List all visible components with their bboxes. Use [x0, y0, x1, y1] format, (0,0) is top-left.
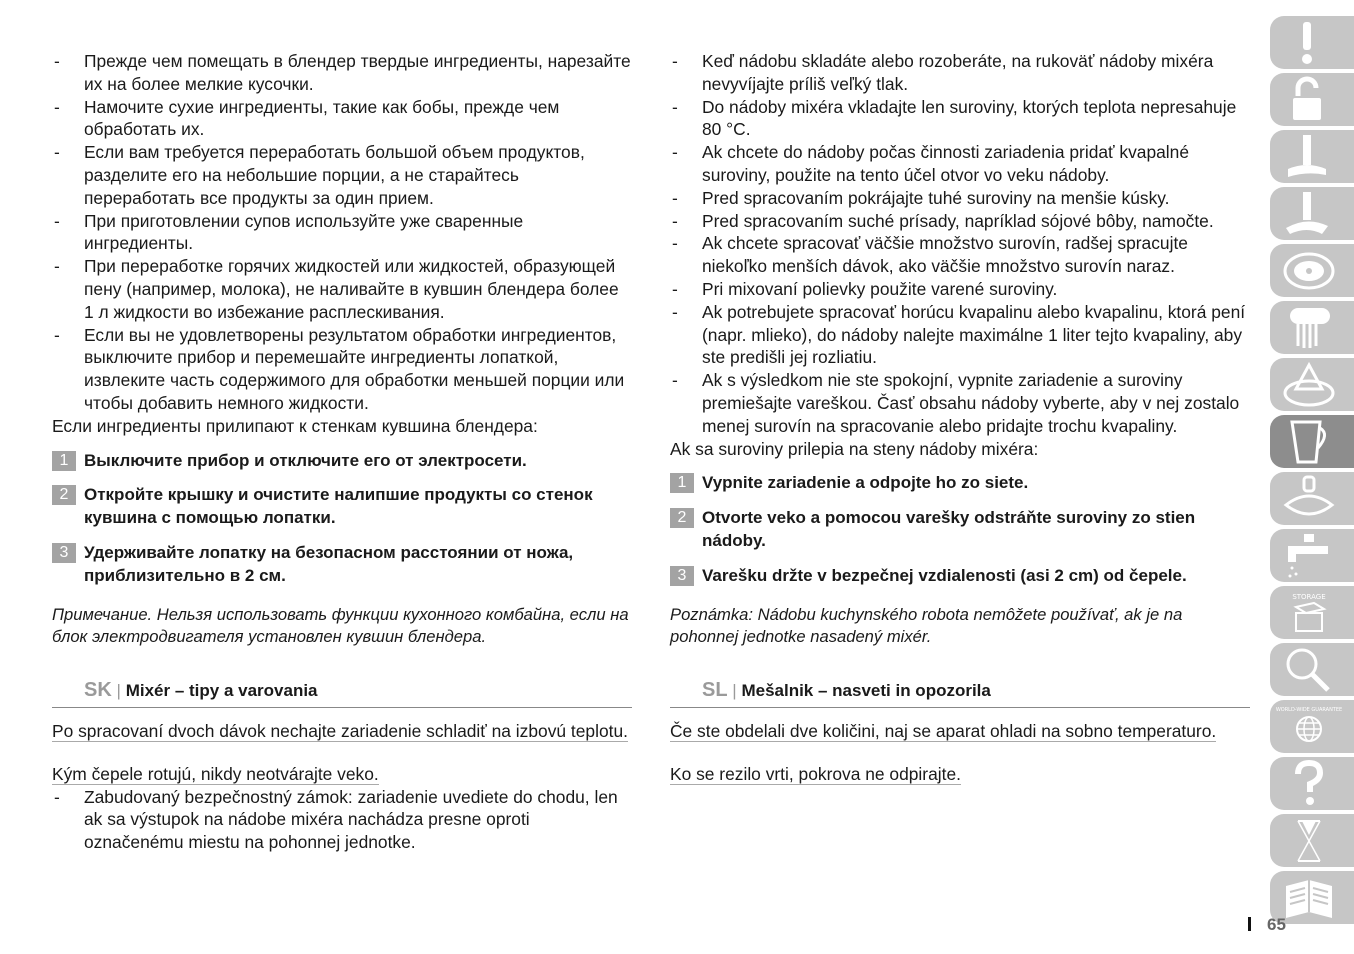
tab-cleaning[interactable]	[1270, 529, 1354, 582]
whisk-icon	[1282, 304, 1336, 352]
tab-troubleshooting[interactable]	[1270, 643, 1354, 696]
list-item: - Если вам требуется переработать большой объем продуктов, разделите его на небольшие порции, а не старайтесь переработать все продукты за один прием.	[52, 141, 632, 209]
step-text: Vypnite zariadenie a odpojte ho zo siete.	[702, 473, 1029, 493]
step-number: 1	[52, 451, 76, 471]
step-text: Otvorte veko a pomocou varešky odstráňte suroviny zo stien nádoby.	[702, 508, 1196, 550]
tab-storage[interactable]	[1270, 586, 1354, 639]
left-column	[52, 50, 632, 854]
ru-tips-list	[52, 50, 632, 415]
separator: |	[732, 681, 737, 701]
sk-warning-2: Kým čepele rotujú, nikdy neotvárajte veko.	[52, 763, 379, 784]
language-code: SL	[702, 679, 728, 702]
tab-guarantee[interactable]	[1270, 700, 1354, 753]
guarantee-label: WORLD-WIDE GUARANTEE	[1275, 707, 1343, 713]
hourglass-icon	[1282, 817, 1336, 865]
list-item: - Do nádoby mixéra vkladajte len suroviny, ktorých teplota nepresahuje 80 °C.	[670, 96, 1250, 142]
tab-blade[interactable]	[1270, 187, 1354, 240]
list-item: - Ak chcete do nádoby počas činnosti zariadenia pridať kvapalné suroviny, použite na tento účel otvor vo veku nádoby.	[670, 141, 1250, 187]
sk-note: Poznámka: Nádobu kuchynského robota nemôžete používať, ak je na pohonnej jednotke nasadený mixér.	[670, 604, 1183, 647]
list-item: - При переработке горячих жидкостей или жидкостей, образующей пену (например, молока), не наливайте в кувшин блендера более 1 л жидкости во избежание расплескивания.	[52, 255, 632, 323]
tab-warning[interactable]	[1270, 16, 1354, 69]
list-item: - При приготовлении супов используйте уже сваренные ингредиенты.	[52, 210, 632, 256]
step-number: 2	[670, 508, 694, 528]
list-item: - Keď nádobu skladáte alebo rozoberáte, na rukoväť nádoby mixéra nevyvíjajte príliš veľký tlak.	[670, 50, 1250, 96]
list-item: - Если вы не удовлетворены результатом обработки ингредиентов, выключите прибор и перемешайте ингредиенты лопаткой, извлеките часть содержимого для обработки меньшей порции или чтобы добавить немного жидкости.	[52, 324, 632, 415]
tab-disc[interactable]	[1270, 244, 1354, 297]
step-text: Выключите прибор и отключите его от электросети.	[84, 450, 527, 470]
tab-blender-jug[interactable]	[1270, 415, 1354, 468]
citrus-press-icon	[1282, 361, 1336, 409]
step-number: 3	[52, 543, 76, 563]
sl-warning-1: Če ste obdelali dve količini, naj se aparat ohladi na sobno temperaturo.	[670, 720, 1217, 741]
sl-section-heading	[670, 679, 1250, 708]
sk-section-heading	[52, 679, 632, 708]
section-title: Mešalnik – nasveti in opozorila	[741, 681, 991, 701]
magnifier-icon	[1282, 646, 1336, 694]
tab-safety[interactable]	[1270, 73, 1354, 126]
mill-icon	[1282, 475, 1336, 523]
sk-tips-list	[670, 50, 1250, 438]
section-title: Mixér – tipy a varovania	[125, 681, 318, 701]
sl-warning-2: Ko se rezilo vrti, pokrova ne odpirajte.	[670, 763, 961, 784]
disc-icon	[1282, 247, 1336, 295]
book-icon	[1282, 874, 1336, 922]
step-number: 2	[52, 485, 76, 505]
list-item: - Ak s výsledkom nie ste spokojní, vypnite zariadenie a suroviny premiešajte vareškou. Časť obsahu nádoby vyberte, aby v nej zostalo menej surovín na spracovanie alebo pridajte trochu kvapaliny.	[670, 369, 1250, 437]
chapter-tabs	[1270, 16, 1354, 928]
ru-step-2	[52, 484, 632, 530]
storage-box-icon	[1282, 589, 1336, 637]
ru-note: Примечание. Нельзя использовать функции кухонного комбайна, если на блок электродвигателя установлен кувшин блендера.	[52, 604, 629, 647]
sk-lock-list	[52, 786, 632, 854]
warning-icon	[1282, 19, 1332, 67]
list-item: - Ak chcete spracovať väčšie množstvo surovín, radšej spracujte niekoľko menších dávok, ako väčšie množstvo surovín naraz.	[670, 232, 1250, 278]
tap-icon	[1282, 532, 1336, 580]
separator: |	[116, 681, 121, 701]
step-text: Откройте крышку и очистите налипшие продукты со стенок кувшина с помощью лопатки.	[84, 485, 593, 528]
blender-jug-icon	[1282, 418, 1336, 466]
page-marker	[1248, 917, 1251, 931]
storage-label: STORAGE	[1292, 593, 1326, 601]
list-item: - Прежде чем помещать в блендер твердые ингредиенты, нарезайте их на более мелкие кусочки.	[52, 50, 632, 96]
blade-alt-icon	[1282, 190, 1332, 238]
right-column	[670, 50, 1250, 786]
unlock-icon	[1282, 76, 1332, 124]
sk-step-3	[670, 565, 1250, 588]
step-text: Varešku držte v bezpečnej vzdialenosti (asi 2 cm) od čepele.	[702, 565, 1187, 585]
sk-warning-1: Po spracovaní dvoch dávok nechajte zariadenie schladiť na izbovú teplotu.	[52, 720, 628, 741]
globe-icon	[1275, 703, 1343, 751]
ru-stick-intro: Если ингредиенты прилипают к стенкам кувшина блендера:	[52, 415, 538, 436]
step-number: 3	[670, 566, 694, 586]
step-text: Удерживайте лопатку на безопасном расстоянии от ножа, приблизительно в 2 см.	[84, 542, 574, 585]
ru-step-3	[52, 542, 632, 588]
language-code: SK	[84, 679, 112, 702]
blade-icon	[1282, 133, 1332, 181]
tab-questions[interactable]	[1270, 757, 1354, 810]
list-item: - Ak potrebujete spracovať horúcu kvapalinu alebo kvapalinu, ktorá pení (napr. mlieko), do nádoby nalejte maximálne 1 liter tejto kvapaliny, aby ste predišli jej rozliatiu.	[670, 301, 1250, 369]
step-number: 1	[670, 473, 694, 493]
tab-mill[interactable]	[1270, 472, 1354, 525]
list-item: - Намочите сухие ингредиенты, такие как бобы, прежде чем обработать их.	[52, 96, 632, 142]
sk-stick-intro: Ak sa suroviny prilepia na steny nádoby mixéra:	[670, 438, 1039, 459]
list-item: - Zabudovaný bezpečnostný zámok: zariadenie uvediete do chodu, len ak sa výstupok na nádobe mixéra nachádza presne oproti označenému miestu na pohonnej jednotke.	[52, 786, 632, 854]
ru-step-1	[52, 450, 632, 473]
page-number: 65	[1248, 915, 1286, 935]
list-item: - Pred spracovaním pokrájajte tuhé suroviny na menšie kúsky.	[670, 187, 1250, 210]
sk-step-1	[670, 472, 1250, 495]
tab-chopper[interactable]	[1270, 130, 1354, 183]
list-item: - Pred spracovaním suché prísady, napríklad sójové bôby, namočte.	[670, 210, 1250, 233]
list-item: - Pri mixovaní polievky použite varené suroviny.	[670, 278, 1250, 301]
tab-environment[interactable]	[1270, 814, 1354, 867]
tab-whisk[interactable]	[1270, 301, 1354, 354]
question-icon	[1282, 760, 1336, 808]
sk-step-2	[670, 507, 1250, 553]
tab-citrus-press[interactable]	[1270, 358, 1354, 411]
